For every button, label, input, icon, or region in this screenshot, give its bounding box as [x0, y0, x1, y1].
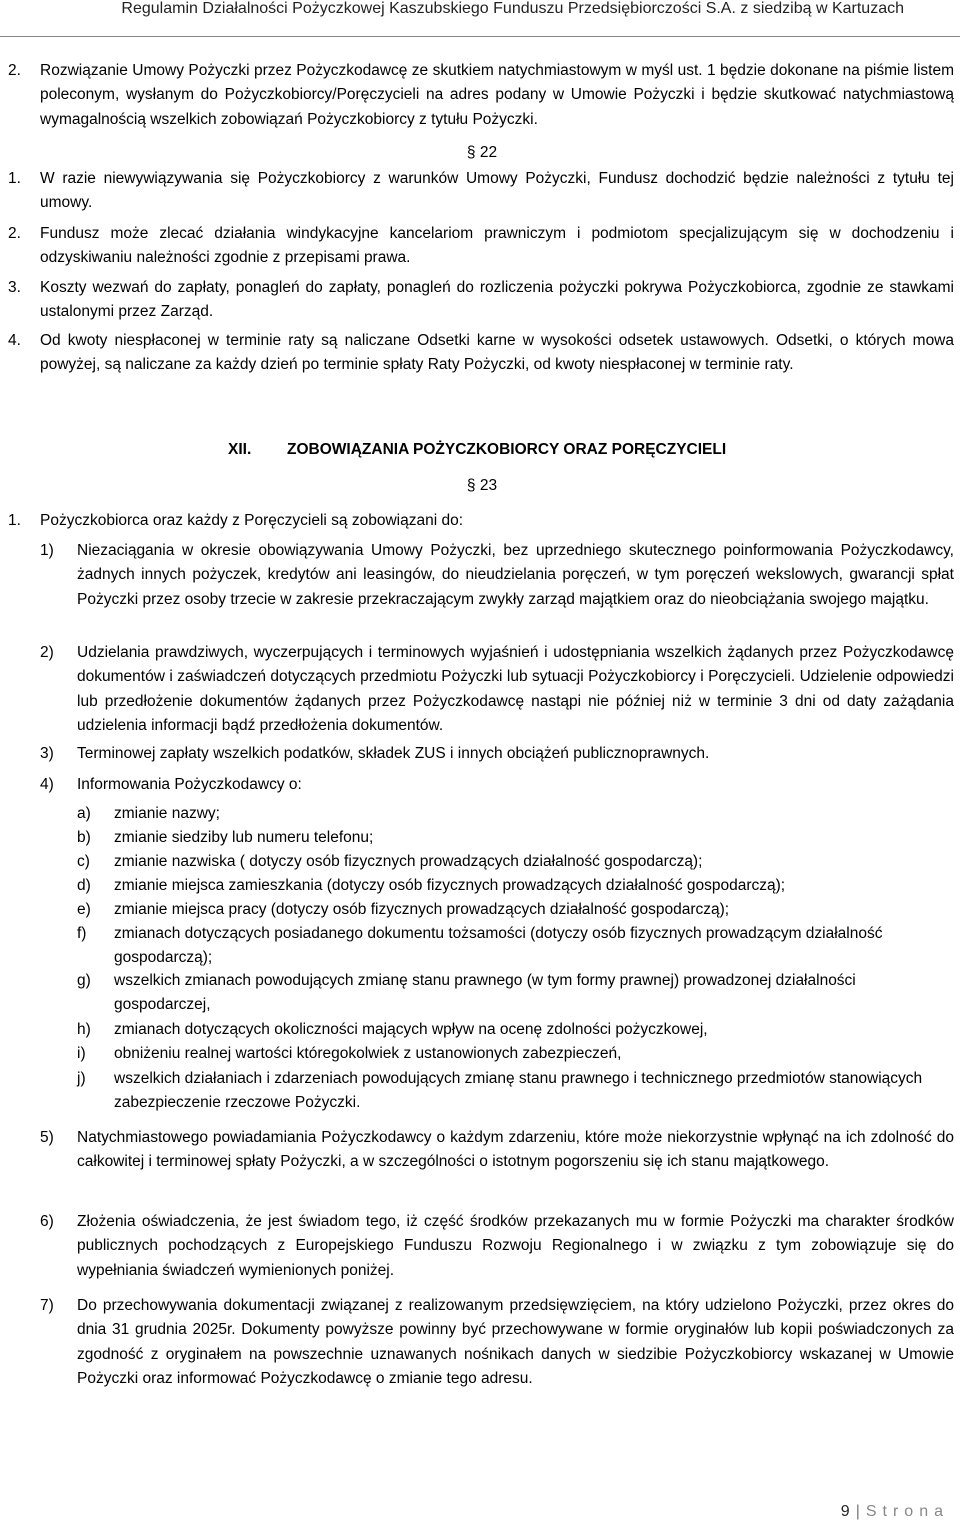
subitem-text: zmianie siedziby lub numeru telefonu;	[114, 829, 374, 846]
subitem-text: obniżeniu realnej wartości któregokolwiek z ustanowionych zabezpieczeń,	[114, 1045, 622, 1062]
item-number: 4.	[8, 332, 21, 349]
chapter-title: ZOBOWIĄZANIA POŻYCZKOBIORCY ORAZ PORĘCZYCIELI	[287, 441, 727, 458]
obligation-number: 3)	[40, 745, 54, 762]
item-number: 3.	[8, 279, 21, 296]
subitem-text: zmianie miejsca zamieszkania (dotyczy osób fizycznych prowadzących działalność gospodarczą);	[114, 877, 786, 894]
subitem-text: zmianach dotyczących okoliczności mających wpływ na ocenę zdolności pożyczkowej,	[114, 1021, 708, 1038]
item-number: 1.	[8, 170, 21, 187]
page-word: Strona	[865, 1503, 949, 1520]
obligation-text: Natychmiastowego powiadamiania Pożyczkodawcy o każdym zdarzeniu, które może niekorzystnie wpłynąć na ich zdolność do całkowitej i terminowej spłaty Pożyczki, a w szczególności o istotnym pogorszeniu się ich stanu majątkowego.	[77, 1129, 954, 1171]
subitem-label: j)	[77, 1070, 86, 1087]
subitem-label: a)	[77, 805, 91, 822]
obligation-text: Udzielania prawdziwych, wyczerpujących i terminowych wyjaśnień i udostępniania wszelkich żądanych przez Pożyczkodawcę dokumentów i zaświadczeń dotyczących przedmiotu Pożyczki lub sytuacji Pożyczkobiorcy i Poręczycieli. Udzielenie odpowiedzi lub przedłożenie dokumentów żądanych przez Pożyczkodawcę nastąpi nie później niż w terminie 3 dni od daty zażądania udzielenia informacji bądź przedłożenia dokumentów.	[77, 644, 954, 735]
subitem-text: wszelkich zmianach powodujących zmianę stanu prawnego (w tym formy prawnej) prowadzonej działalności gospodarczej,	[114, 972, 856, 1014]
section-heading-23: § 23	[466, 477, 498, 494]
obligation-text: Informowania Pożyczkodawcy o:	[77, 776, 302, 793]
item-text: Fundusz może zlecać działania windykacyjne kancelariom prawniczym i podmiotom specjalizującym się w dochodzeniu i odzyskiwaniu należności zgodnie z przepisami prawa.	[40, 225, 954, 267]
subitem-label: f)	[77, 925, 87, 942]
page-number: 9	[840, 1503, 850, 1520]
header-title: Regulamin Działalności Pożyczkowej Kaszubskiego Funduszu Przedsiębiorczości S.A. z siedzibą w Kartuzach	[121, 0, 904, 17]
subitem-text: zmianach dotyczących posiadanego dokumentu tożsamości (dotyczy osób fizycznych prowadzącym działalność gospodarczą);	[114, 925, 883, 967]
subitem-text: wszelkich działaniach i zdarzeniach powodujących zmianę stanu prawnego i technicznego przedmiotów stanowiących zabezpieczenie rzeczowe Pożyczki.	[114, 1070, 923, 1112]
subitem-label: b)	[77, 829, 91, 846]
intro-number: 1.	[8, 512, 21, 529]
footer-separator: |	[855, 1503, 860, 1520]
subitem-label: g)	[77, 972, 91, 989]
subitem-text: zmianie nazwy;	[114, 805, 220, 822]
intro-text: Pożyczkobiorca oraz każdy z Poręczycieli są zobowiązani do:	[40, 512, 463, 529]
subitem-label: c)	[77, 853, 90, 870]
item-text: Koszty wezwań do zapłaty, ponagleń do zapłaty, ponagleń do rozliczenia pożyczki pokrywa Pożyczkobiorca, zgodnie ze stawkami ustalonymi przez Zarząd.	[40, 279, 954, 321]
item-number: 2.	[8, 62, 21, 79]
obligation-number: 5)	[40, 1129, 54, 1146]
obligation-number: 4)	[40, 776, 54, 793]
obligation-number: 7)	[40, 1297, 54, 1314]
subitem-label: e)	[77, 901, 91, 918]
page-footer	[841, 1503, 949, 1521]
obligation-text: Do przechowywania dokumentacji związanej z realizowanym przedsięwzięciem, na który udzielono Pożyczki, przez okres do dnia 31 grudnia 2025r. Dokumenty powyższe powinny być przechowywane w formie oryginałów lub kopii poświadczonych za zgodność z oryginałem na powszechnie uznawanych nośnikach danych w siedzibie Pożyczkobiorcy wskazanej w Umowie Pożyczki oraz informować Pożyczkodawcę o zmianie tego adresu.	[77, 1297, 954, 1388]
subitem-text: zmianie nazwiska ( dotyczy osób fizycznych prowadzących działalność gospodarczą);	[114, 853, 703, 870]
subitem-label: h)	[77, 1021, 91, 1038]
obligation-text: Niezaciągania w okresie obowiązywania Umowy Pożyczki, bez uprzedniego skutecznego poinformowania Pożyczkodawcy, żadnych innych pożyczek, kredytów ani leasingów, do nieudzielania poręczeń, w tym poręczeń wekslowych, gwarancji spłat Pożyczki przez osoby trzecie w zakresie przekraczającym zwykły zarząd majątkiem oraz do nieobciążania swojego majątku.	[77, 542, 954, 608]
running-header	[0, 0, 960, 34]
item-text: W razie niewywiązywania się Pożyczkobiorcy z warunków Umowy Pożyczki, Fundusz dochodzić będzie należności z tytułu tej umowy.	[40, 170, 954, 212]
chapter-number: XII.	[228, 441, 252, 458]
subitem-text: zmianie miejsca pracy (dotyczy osób fizycznych prowadzących działalność gospodarczą);	[114, 901, 730, 918]
obligation-text: Złożenia oświadczenia, że jest świadom tego, iż część środków przekazanych mu w formie Pożyczki ma charakter środków publicznych pochodzących z Europejskiego Funduszu Rozwoju Regionalnego i w związku z tym zobowiązuje się do wypełniania świadczeń wymienionych poniżej.	[77, 1213, 954, 1279]
subitem-label: i)	[77, 1045, 86, 1062]
obligation-number: 6)	[40, 1213, 54, 1230]
obligation-text: Terminowej zapłaty wszelkich podatków, składek ZUS i innych obciążeń publicznoprawnych.	[77, 745, 710, 762]
subitem-label: d)	[77, 877, 91, 894]
item-text: Rozwiązanie Umowy Pożyczki przez Pożyczkodawcę ze skutkiem natychmiastowym w myśl ust. 1 będzie dokonane na piśmie listem poleconym, wysłanym do Pożyczkobiorcy/Poręczycieli na adres podany w Umowie Pożyczki i będzie skutkować natychmiastową wymagalnością wszelkich zobowiązań Pożyczkobiorcy z tytułu Pożyczki.	[40, 62, 954, 128]
obligation-number: 1)	[40, 542, 54, 559]
section-heading-22: § 22	[466, 144, 498, 161]
header-divider	[0, 36, 960, 37]
item-text: Od kwoty niespłaconej w terminie raty są naliczane Odsetki karne w wysokości odsetek ustawowych. Odsetki, o których mowa powyżej, są naliczane za każdy dzień po terminie spłaty Raty Pożyczki, od kwoty niespłaconej w terminie raty.	[40, 332, 954, 374]
item-number: 2.	[8, 225, 21, 242]
obligation-number: 2)	[40, 644, 54, 661]
